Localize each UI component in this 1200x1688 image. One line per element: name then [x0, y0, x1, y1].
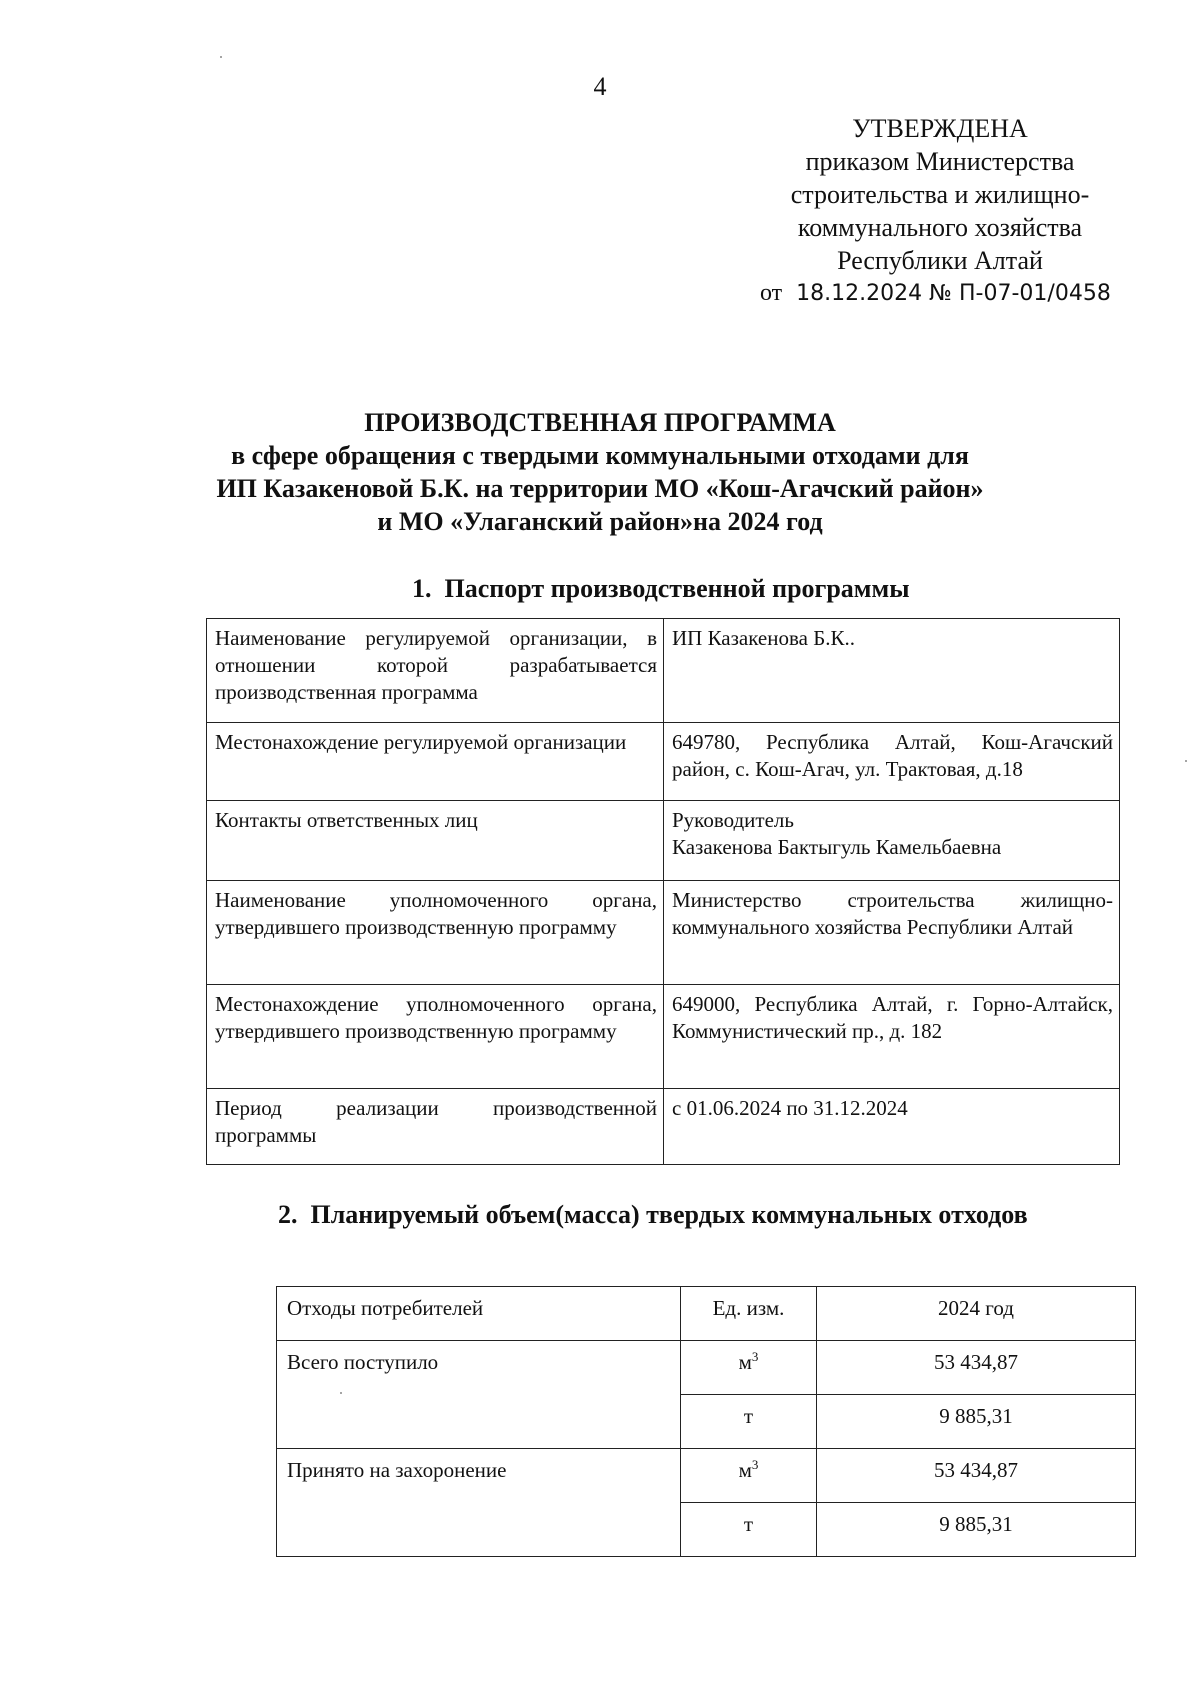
unit: м	[738, 1350, 752, 1374]
column-header: 2024 год	[817, 1287, 1136, 1341]
row-label: Наименование регулируемой организации, в отношении которой разрабатывается производственная программа	[207, 619, 664, 723]
approval-line: Республики Алтай	[837, 246, 1043, 275]
table-row	[277, 1449, 1136, 1503]
column-header: Ед. изм.	[681, 1287, 817, 1341]
column-header: Отходы потребителей	[277, 1287, 681, 1341]
unit-cell	[681, 1341, 817, 1395]
row-value: с 01.06.2024 по 31.12.2024	[664, 1089, 1120, 1165]
unit-cell	[681, 1449, 817, 1503]
table-row	[277, 1341, 1136, 1395]
page-number: 4	[593, 72, 607, 101]
approval-block	[770, 112, 1110, 277]
scan-speck	[1185, 760, 1187, 762]
row-label: Местонахождение уполномоченного органа, утвердившего производственную программу	[207, 985, 664, 1089]
table-row	[207, 985, 1120, 1089]
volume-table	[276, 1286, 1136, 1557]
approval-line: приказом Министерства	[805, 147, 1075, 176]
document-title	[200, 406, 1000, 538]
table-row	[277, 1395, 1136, 1449]
table-header-row	[277, 1287, 1136, 1341]
row-value	[664, 801, 1120, 881]
value-cell: 9 885,31	[817, 1395, 1136, 1449]
table-row	[207, 801, 1120, 881]
approval-heading: УТВЕРЖДЕНА	[852, 114, 1028, 143]
waste-category: Всего поступило	[277, 1341, 681, 1395]
row-value: Министерство строительства жилищно-коммунального хозяйства Республики Алтай	[664, 881, 1120, 985]
scan-speck	[220, 56, 222, 58]
title-line: в сфере обращения с твердыми коммунальными отходами для	[231, 441, 969, 470]
row-label: Период реализации производственной программы	[207, 1089, 664, 1165]
contact-role: Руководитель	[672, 808, 794, 832]
unit-exponent: 3	[751, 1457, 759, 1472]
value-cell: 53 434,87	[817, 1341, 1136, 1395]
approval-line: коммунального хозяйства	[797, 213, 1083, 242]
title-line: ПРОИЗВОДСТВЕННАЯ ПРОГРАММА	[364, 408, 836, 437]
unit-exponent: 3	[751, 1349, 759, 1364]
date-prefix: от	[760, 280, 783, 306]
empty-cell	[277, 1503, 681, 1557]
value-cell: 53 434,87	[817, 1449, 1136, 1503]
approval-line: строительства и жилищно-	[790, 180, 1090, 209]
unit-cell: т	[681, 1395, 817, 1449]
section-1-heading: 1. Паспорт производственной программы	[412, 574, 910, 603]
table-row	[207, 619, 1120, 723]
row-label: Контакты ответственных лиц	[207, 801, 664, 881]
row-value: 649000, Республика Алтай, г. Горно-Алтайск, Коммунистический пр., д. 182	[664, 985, 1120, 1089]
row-label: Местонахождение регулируемой организации	[207, 723, 664, 801]
title-line: и МО «Улаганский район»на 2024 год	[377, 507, 823, 536]
row-value: 649780, Республика Алтай, Кош-Агачский район, с. Кош-Агач, ул. Трактовая, д.18	[664, 723, 1120, 801]
empty-cell	[277, 1395, 681, 1449]
passport-table	[206, 618, 1120, 1165]
section-2-heading: 2. Планируемый объем(масса) твердых коммунальных отходов	[278, 1200, 1028, 1229]
table-row	[277, 1503, 1136, 1557]
approval-date	[760, 280, 1111, 307]
unit-cell: т	[681, 1503, 817, 1557]
table-row	[207, 1089, 1120, 1165]
value-cell: 9 885,31	[817, 1503, 1136, 1557]
date-number: 18.12.2024 № П-07-01/0458	[796, 281, 1111, 306]
scan-speck	[340, 1392, 342, 1394]
row-label: Наименование уполномоченного органа, утвердившего производственную программу	[207, 881, 664, 985]
table-row	[207, 723, 1120, 801]
unit: м	[738, 1458, 752, 1482]
waste-category: Принято на захоронение	[277, 1449, 681, 1503]
title-line: ИП Казакеновой Б.К. на территории МО «Кош-Агачский район»	[216, 474, 984, 503]
contact-name: Казакенова Бактыгуль Камельбаевна	[672, 835, 1002, 859]
row-value: ИП Казакенова Б.К..	[664, 619, 1120, 723]
table-row	[207, 881, 1120, 985]
